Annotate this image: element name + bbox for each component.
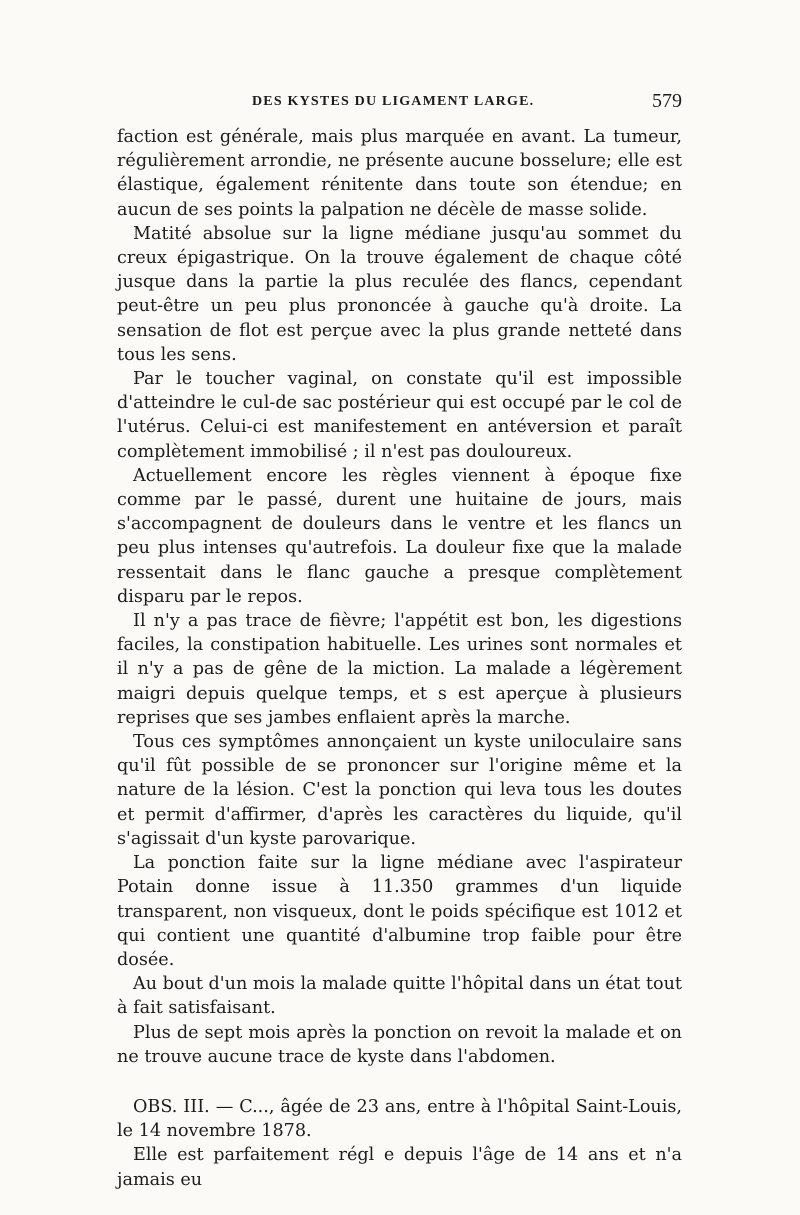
running-title: DES KYSTES DU LIGAMENT LARGE. <box>252 94 535 109</box>
paragraph: Par le toucher vaginal, on constate qu'il est impossible d'atteindre le cul-de sac postérieur qui est occupé par le col de l'utérus. Celui-ci est manifestement en antéversion et paraît complètement immobilisé ; il n'est pas douloureux. <box>117 369 682 462</box>
paragraph: Il n'y a pas trace de fièvre; l'appétit est bon, les digestions faciles, la constipation habituelle. Les urines sont normales et il n'y a pas de gêne de la miction. La malade a légèrement maigri depuis quelque temps, et s est aperçue à plusieurs reprises que ses jambes enflaient après la marche. <box>117 611 682 728</box>
paragraph: Actuellement encore les règles viennent à époque fixe comme par le passé, durent une huitaine de jours, mais s'accompagnent de douleurs dans le ventre et les flancs un peu plus intenses qu'autrefois. La douleur fixe que la malade ressentait dans le flanc gauche a presque complètement disparu par le repos. <box>117 465 682 607</box>
paragraph: Au bout d'un mois la malade quitte l'hôpital dans un état tout à fait satisfaisant. <box>117 974 682 1019</box>
paragraph: Plus de sept mois après la ponction on revoit la malade et on ne trouve aucune trace de kyste dans l'abdomen. <box>117 1022 682 1067</box>
page-header <box>117 90 682 118</box>
paragraph: La ponction faite sur la ligne médiane avec l'aspirateur Potain donne issue à 11.350 grammes d'un liquide transparent, non visqueux, dont le poids spécifique est 1012 et qui contient une quantité d'albumine trop faible pour être dosée. <box>117 853 682 970</box>
body-text <box>117 125 682 1192</box>
page-number: 579 <box>652 90 682 112</box>
paragraph: faction est générale, mais plus marquée en avant. La tumeur, régulièrement arrondie, ne présente aucune bosselure; elle est élastique, également rénitente dans toute son étendue; en aucun de ses points la palpation ne décèle de masse solide. <box>117 127 682 220</box>
observation-heading-paragraph: OBS. III. — C..., âgée de 23 ans, entre à l'hôpital Saint-Louis, le 14 novembre 1878. <box>117 1096 682 1142</box>
paragraph: Tous ces symptômes annonçaient un kyste uniloculaire sans qu'il fût possible de se prononcer sur l'origine même et la nature de la lésion. C'est la ponction qui leva tous les doutes et permit d'affirmer, d'après les caractères du liquide, qu'il s'agissait d'un kyste parovarique. <box>117 732 682 849</box>
paragraph: Matité absolue sur la ligne médiane jusqu'au sommet du creux épigastrique. On la trouve également de chaque côté jusque dans la partie la plus reculée des flancs, cependant peut-être un peu plus prononcée à gauche qu'à droite. La sensation de flot est perçue avec la plus grande netteté dans tous les sens. <box>117 223 682 365</box>
paragraph: Elle est parfaitement régl e depuis l'âge de 14 ans et n'a jamais eu <box>117 1145 682 1190</box>
